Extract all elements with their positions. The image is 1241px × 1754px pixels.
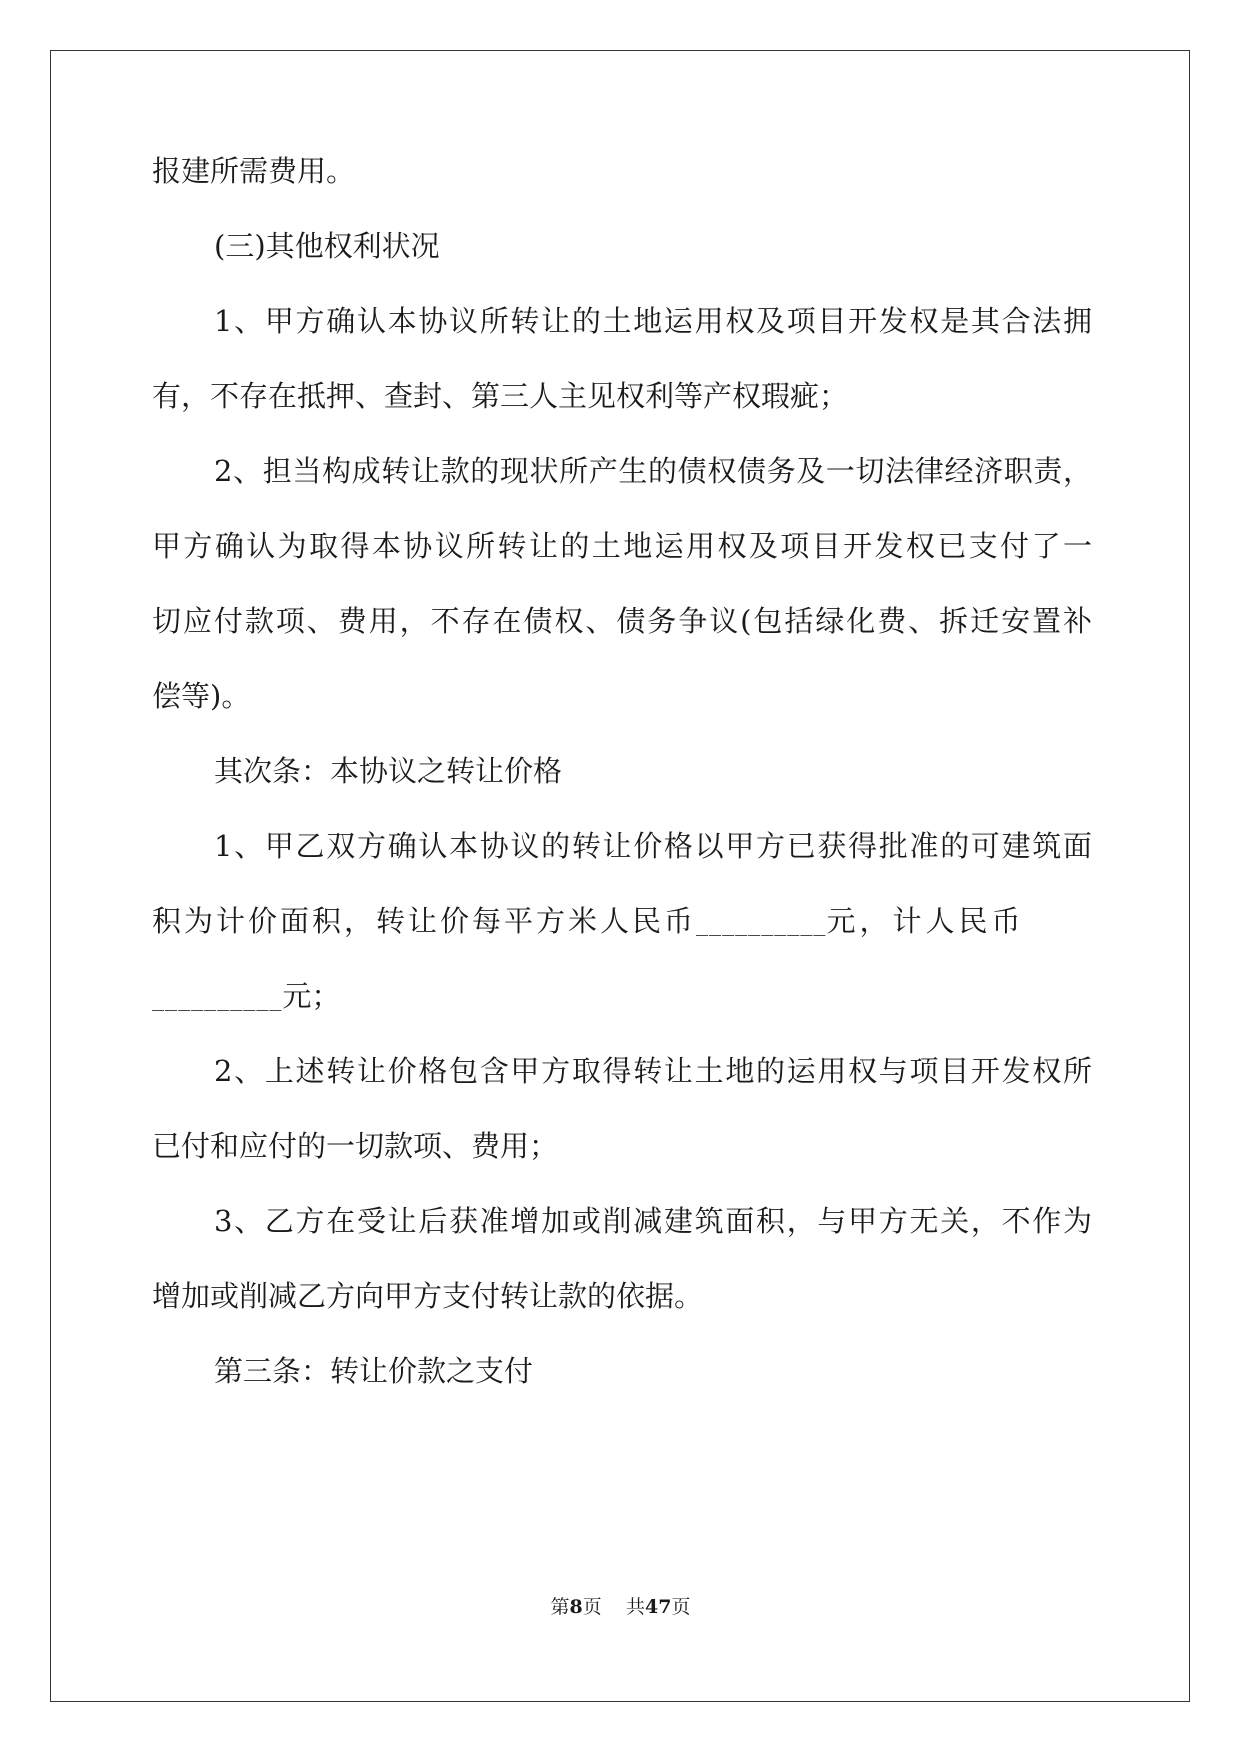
article-heading: 其次条：本协议之转让价格 — [214, 754, 563, 788]
total-pages: 47 — [644, 1596, 672, 1618]
paragraph-line: 报建所需费用。 — [152, 154, 356, 188]
section-heading: (三)其他权利状况 — [214, 229, 440, 263]
paragraph-line: 偿等)。 — [152, 679, 251, 713]
page-footer — [0, 1594, 1241, 1620]
price-line — [152, 901, 1092, 941]
paragraph-line: 已付和应付的一切款项、费用； — [152, 1129, 559, 1163]
paragraph-line: 1、甲方确认本协议所转让的土地运用权及项目开发权是其合法拥 — [214, 304, 1092, 338]
price-text-b: 元，计人民币 — [826, 904, 1025, 938]
total-line — [152, 976, 1092, 1016]
price-blank: __________ — [696, 912, 827, 936]
paragraph-line: 2、上述转让价格包含甲方取得转让土地的运用权与项目开发权所 — [214, 1054, 1092, 1088]
price-text-a: 积为计价面积，转让价每平方米人民币 — [152, 904, 697, 938]
total-text: 元； — [282, 979, 341, 1013]
total-suffix: 页 — [671, 1596, 691, 1618]
page-frame — [50, 50, 1190, 1702]
paragraph-line: 甲方确认为取得本协议所转让的土地运用权及项目开发权已支付了一 — [152, 529, 1092, 563]
paragraph-line: 2、担当构成转让款的现状所产生的债权债务及一切法律经济职责， — [214, 454, 1092, 488]
paragraph-line: 3、乙方在受让后获准增加或削减建筑面积，与甲方无关，不作为 — [214, 1204, 1092, 1238]
page-suffix: 页 — [582, 1596, 602, 1618]
paragraph-line: 有，不存在抵押、查封、第三人主见权利等产权瑕疵； — [152, 379, 849, 413]
page-number: 8 — [569, 1596, 583, 1618]
article-heading: 第三条：转让价款之支付 — [214, 1354, 534, 1388]
total-prefix: 共 — [625, 1596, 645, 1618]
paragraph-line: 切应付款项、费用，不存在债权、债务争议(包括绿化费、拆迁安置补 — [152, 604, 1092, 638]
page-prefix: 第 — [550, 1596, 570, 1618]
paragraph-line: 1、甲乙双方确认本协议的转让价格以甲方已获得批准的可建筑面 — [214, 829, 1092, 863]
total-blank: __________ — [152, 987, 283, 1011]
paragraph-line: 增加或削减乙方向甲方支付转让款的依据。 — [152, 1279, 704, 1313]
